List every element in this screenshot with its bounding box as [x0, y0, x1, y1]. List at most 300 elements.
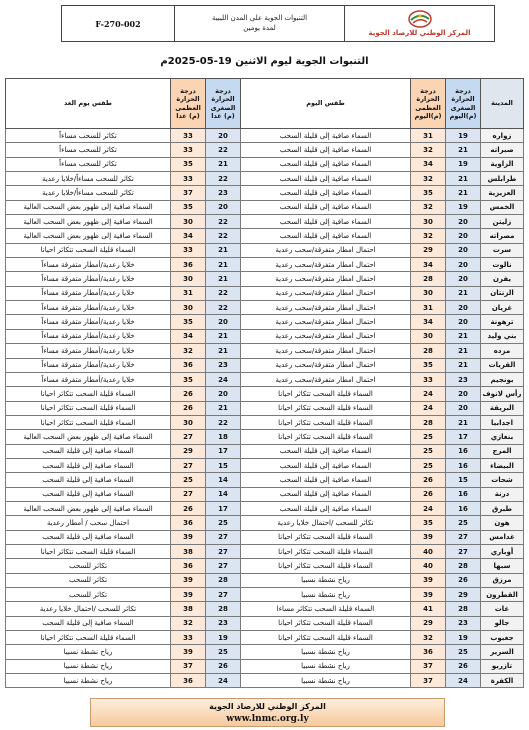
- weather-today-cell: رياح نشطة نسبيا: [241, 645, 411, 659]
- min-today-cell: 21: [446, 143, 481, 157]
- table-body: [6, 129, 524, 688]
- weather-tomorrow-cell: السماء صافية إلى ظهور بعض السحب العالية: [6, 215, 171, 229]
- table-row: [6, 387, 524, 401]
- min-today-cell: 21: [446, 172, 481, 186]
- doc-title-line2: لمدة يومين: [243, 23, 276, 32]
- max-tomorrow-cell: 26: [171, 387, 206, 401]
- max-today-cell: 31: [411, 129, 446, 143]
- weather-tomorrow-cell: السماء صافية إلى ظهور بعض السحب العالية: [6, 501, 171, 515]
- table-row: [6, 516, 524, 530]
- max-today-cell: 24: [411, 387, 446, 401]
- min-tomorrow-cell: 20: [206, 315, 241, 329]
- weather-today-cell: السماء صافية إلى قليلة السحب: [241, 157, 411, 171]
- max-today-cell: 39: [411, 588, 446, 602]
- max-today-cell: 35: [411, 358, 446, 372]
- min-today-cell: 29: [446, 588, 481, 602]
- weather-today-cell: احتمال امطار متفرقة/سحب رعدية: [241, 329, 411, 343]
- min-today-cell: 19: [446, 200, 481, 214]
- max-today-cell: 30: [411, 286, 446, 300]
- weather-today-cell: احتمال امطار متفرقة/سحب رعدية: [241, 358, 411, 372]
- min-today-cell: 20: [446, 258, 481, 272]
- max-today-cell: 30: [411, 329, 446, 343]
- header-city: المدينة: [481, 79, 524, 129]
- city-cell: مزده: [481, 344, 524, 358]
- city-cell: العزيزية: [481, 186, 524, 200]
- city-cell: اجدابيا: [481, 415, 524, 429]
- weather-today-cell: السماء صافية إلى قليلة السحب: [241, 186, 411, 200]
- weather-today-cell: تكاثر للسحب /احتمال خلايا رعدية: [241, 516, 411, 530]
- min-tomorrow-cell: 22: [206, 215, 241, 229]
- min-today-cell: 20: [446, 401, 481, 415]
- max-today-cell: 25: [411, 458, 446, 472]
- min-tomorrow-cell: 21: [206, 329, 241, 343]
- min-today-cell: 23: [446, 616, 481, 630]
- header-min-today: درجة الحرارة الصغرى (م)اليوم: [446, 79, 481, 129]
- city-cell: المرج: [481, 444, 524, 458]
- city-cell: جالو: [481, 616, 524, 630]
- min-tomorrow-cell: 27: [206, 559, 241, 573]
- header-title-cell: [174, 6, 344, 41]
- city-cell: السرير: [481, 645, 524, 659]
- weather-tomorrow-cell: السماء قليلة السحب تتكاثر احيانا: [6, 544, 171, 558]
- min-tomorrow-cell: 26: [206, 659, 241, 673]
- nmc-logo-icon: [407, 10, 433, 28]
- weather-tomorrow-cell: تكاثر للسحب: [6, 573, 171, 587]
- min-today-cell: 16: [446, 501, 481, 515]
- max-tomorrow-cell: 34: [171, 329, 206, 343]
- weather-tomorrow-cell: السماء صافية إلى قليلة السحب: [6, 458, 171, 472]
- footer-org-name: المركز الوطني للارصاد الجوية: [209, 701, 326, 711]
- city-cell: نالوت: [481, 258, 524, 272]
- min-tomorrow-cell: 22: [206, 143, 241, 157]
- max-today-cell: 35: [411, 516, 446, 530]
- table-row: [6, 430, 524, 444]
- weather-tomorrow-cell: رياح نشطة نسبيا: [6, 674, 171, 688]
- max-tomorrow-cell: 35: [171, 200, 206, 214]
- weather-today-cell: السماء صافية إلى قليلة السحب: [241, 444, 411, 458]
- city-cell: سرت: [481, 243, 524, 257]
- max-today-cell: 24: [411, 401, 446, 415]
- min-tomorrow-cell: 22: [206, 301, 241, 315]
- max-tomorrow-cell: 32: [171, 344, 206, 358]
- min-tomorrow-cell: 21: [206, 401, 241, 415]
- min-tomorrow-cell: 20: [206, 200, 241, 214]
- max-today-cell: 32: [411, 200, 446, 214]
- max-today-cell: 30: [411, 215, 446, 229]
- min-today-cell: 27: [446, 544, 481, 558]
- weather-tomorrow-cell: السماء صافية إلى قليلة السحب: [6, 616, 171, 630]
- max-today-cell: 40: [411, 559, 446, 573]
- table-row: [6, 272, 524, 286]
- min-today-cell: 20: [446, 215, 481, 229]
- max-tomorrow-cell: 33: [171, 143, 206, 157]
- weather-tomorrow-cell: السماء صافية إلى ظهور بعض السحب العالية: [6, 200, 171, 214]
- weather-today-cell: رياح نشطة نسبيا: [241, 674, 411, 688]
- header-org-cell: [344, 6, 494, 41]
- table-row: [6, 215, 524, 229]
- max-tomorrow-cell: 27: [171, 487, 206, 501]
- min-today-cell: 16: [446, 444, 481, 458]
- footer-url-link[interactable]: www.lnmc.org.ly: [226, 713, 309, 724]
- weather-tomorrow-cell: تكاثر للسحب مساءاً: [6, 143, 171, 157]
- max-tomorrow-cell: 30: [171, 215, 206, 229]
- max-tomorrow-cell: 39: [171, 588, 206, 602]
- city-cell: يفرن: [481, 272, 524, 286]
- city-cell: الزنتان: [481, 286, 524, 300]
- weather-tomorrow-cell: السماء قليلة السحب تتكاثر احيانا: [6, 631, 171, 645]
- max-tomorrow-cell: 38: [171, 544, 206, 558]
- weather-today-cell: السماء قليلة السحب تتكاثر احيانا: [241, 544, 411, 558]
- weather-today-cell: احتمال امطار متفرقة/سحب رعدية: [241, 258, 411, 272]
- document-header: [61, 5, 495, 42]
- min-today-cell: 20: [446, 387, 481, 401]
- doc-title-line1: التنبوات الجوية على المدن الليبية: [211, 14, 308, 23]
- min-tomorrow-cell: 28: [206, 573, 241, 587]
- min-tomorrow-cell: 17: [206, 501, 241, 515]
- max-today-cell: 28: [411, 272, 446, 286]
- city-cell: زواره: [481, 129, 524, 143]
- weather-tomorrow-cell: تكاثر للسحب مساءاً: [6, 157, 171, 171]
- max-tomorrow-cell: 30: [171, 301, 206, 315]
- header-weather-today: طقس اليوم: [241, 79, 411, 129]
- weather-tomorrow-cell: خلايا رعدية/أمطار متفرقة مساءاً: [6, 344, 171, 358]
- max-tomorrow-cell: 35: [171, 315, 206, 329]
- max-today-cell: 36: [411, 645, 446, 659]
- min-today-cell: 28: [446, 559, 481, 573]
- table-row: [6, 530, 524, 544]
- city-cell: تازربو: [481, 659, 524, 673]
- table-row: [6, 129, 524, 143]
- max-today-cell: 37: [411, 674, 446, 688]
- weather-today-cell: احتمال امطار متفرقة/سحب رعدية: [241, 301, 411, 315]
- max-today-cell: 28: [411, 415, 446, 429]
- table-row: [6, 458, 524, 472]
- weather-tomorrow-cell: تكاثر للسحب مساءاً/خلايا رعدية: [6, 186, 171, 200]
- table-row: [6, 358, 524, 372]
- weather-today-cell: السماء قليلة السحب تتكاثر احيانا: [241, 559, 411, 573]
- weather-tomorrow-cell: تكاثر للسحب: [6, 559, 171, 573]
- table-row: [6, 415, 524, 429]
- max-tomorrow-cell: 37: [171, 659, 206, 673]
- table-header-row: [6, 79, 524, 129]
- min-today-cell: 21: [446, 415, 481, 429]
- weather-today-cell: السماء صافية إلى قليلة السحب: [241, 487, 411, 501]
- min-tomorrow-cell: 19: [206, 631, 241, 645]
- max-today-cell: 39: [411, 530, 446, 544]
- city-cell: ترهونة: [481, 315, 524, 329]
- max-tomorrow-cell: 33: [171, 631, 206, 645]
- min-tomorrow-cell: 25: [206, 516, 241, 530]
- max-tomorrow-cell: 27: [171, 458, 206, 472]
- min-today-cell: 17: [446, 430, 481, 444]
- weather-today-cell: السماء صافية إلى قليلة السحب: [241, 229, 411, 243]
- max-today-cell: 24: [411, 501, 446, 515]
- weather-today-cell: احتمال امطار متفرقة/سحب رعدية: [241, 243, 411, 257]
- min-today-cell: 21: [446, 329, 481, 343]
- city-cell: غدامس: [481, 530, 524, 544]
- min-tomorrow-cell: 18: [206, 430, 241, 444]
- max-today-cell: 32: [411, 143, 446, 157]
- weather-today-cell: السماء قليلة السحب تتكاثر احيانا: [241, 530, 411, 544]
- weather-tomorrow-cell: رياح نشطة نسبيا: [6, 659, 171, 673]
- table-row: [6, 631, 524, 645]
- table-row: [6, 301, 524, 315]
- table-row: [6, 559, 524, 573]
- min-tomorrow-cell: 22: [206, 415, 241, 429]
- max-tomorrow-cell: 39: [171, 573, 206, 587]
- max-tomorrow-cell: 39: [171, 645, 206, 659]
- max-tomorrow-cell: 36: [171, 358, 206, 372]
- weather-tomorrow-cell: السماء قليلة السحب تتكاثر احيانا: [6, 243, 171, 257]
- table-row: [6, 286, 524, 300]
- max-tomorrow-cell: 31: [171, 286, 206, 300]
- city-cell: مرزق: [481, 573, 524, 587]
- table-row: [6, 444, 524, 458]
- max-today-cell: 26: [411, 473, 446, 487]
- page-title: التنبوات الجوية ليوم الاثنين 19-05-2025م: [160, 56, 369, 67]
- city-cell: طرابلس: [481, 172, 524, 186]
- table-row: [6, 200, 524, 214]
- min-today-cell: 25: [446, 516, 481, 530]
- header-weather-tomorrow: طقس يوم الغد: [6, 79, 171, 129]
- city-cell: القريات: [481, 358, 524, 372]
- weather-today-cell: احتمال امطار متفرقة/سحب رعدية: [241, 272, 411, 286]
- city-cell: جغبوب: [481, 631, 524, 645]
- weather-today-cell: السماء صافية إلى قليلة السحب: [241, 215, 411, 229]
- min-tomorrow-cell: 21: [206, 243, 241, 257]
- min-tomorrow-cell: 20: [206, 129, 241, 143]
- weather-tomorrow-cell: السماء صافية إلى قليلة السحب: [6, 444, 171, 458]
- weather-tomorrow-cell: السماء صافية إلى قليلة السحب: [6, 487, 171, 501]
- header-max-today: درجة الحرارة العظمى (م)اليوم: [411, 79, 446, 129]
- max-today-cell: 41: [411, 602, 446, 616]
- min-tomorrow-cell: 21: [206, 272, 241, 286]
- weather-today-cell: السماء قليلة السحب تتكاثر احيانا: [241, 631, 411, 645]
- min-tomorrow-cell: 24: [206, 674, 241, 688]
- max-tomorrow-cell: 36: [171, 516, 206, 530]
- max-today-cell: 32: [411, 229, 446, 243]
- min-today-cell: 16: [446, 458, 481, 472]
- max-tomorrow-cell: 36: [171, 559, 206, 573]
- city-cell: سبها: [481, 559, 524, 573]
- city-cell: بني وليد: [481, 329, 524, 343]
- max-today-cell: 34: [411, 258, 446, 272]
- max-tomorrow-cell: 39: [171, 530, 206, 544]
- max-tomorrow-cell: 26: [171, 501, 206, 515]
- city-cell: الكفرة: [481, 674, 524, 688]
- min-tomorrow-cell: 22: [206, 172, 241, 186]
- min-today-cell: 20: [446, 229, 481, 243]
- org-name: المركز الوطني للارصاد الجوية: [368, 29, 471, 37]
- min-today-cell: 20: [446, 301, 481, 315]
- min-tomorrow-cell: 21: [206, 258, 241, 272]
- min-today-cell: 16: [446, 487, 481, 501]
- weather-tomorrow-cell: السماء صافية إلى ظهور بعض السحب العالية: [6, 430, 171, 444]
- max-tomorrow-cell: 30: [171, 272, 206, 286]
- city-cell: زليتن: [481, 215, 524, 229]
- table-row: [6, 172, 524, 186]
- table-row: [6, 616, 524, 630]
- weather-today-cell: السماء صافية إلى قليلة السحب: [241, 458, 411, 472]
- weather-today-cell: رياح نشطة نسبيا: [241, 588, 411, 602]
- header-max-tomorrow: درجة الحرارة العظمى (م) غدا: [171, 79, 206, 129]
- min-tomorrow-cell: 22: [206, 286, 241, 300]
- min-tomorrow-cell: 27: [206, 544, 241, 558]
- max-tomorrow-cell: 32: [171, 616, 206, 630]
- max-tomorrow-cell: 33: [171, 243, 206, 257]
- table-row: [6, 186, 524, 200]
- max-tomorrow-cell: 36: [171, 674, 206, 688]
- city-cell: البريقة: [481, 401, 524, 415]
- max-today-cell: 29: [411, 243, 446, 257]
- max-today-cell: 28: [411, 344, 446, 358]
- min-today-cell: 20: [446, 315, 481, 329]
- min-tomorrow-cell: 23: [206, 186, 241, 200]
- table-row: [6, 243, 524, 257]
- weather-tomorrow-cell: السماء صافية إلى قليلة السحب: [6, 473, 171, 487]
- max-today-cell: 34: [411, 315, 446, 329]
- table-row: [6, 258, 524, 272]
- weather-today-cell: احتمال امطار متفرقة/سحب رعدية: [241, 344, 411, 358]
- min-today-cell: 19: [446, 129, 481, 143]
- weather-today-cell: احتمال امطار متفرقة/سحب رعدية: [241, 315, 411, 329]
- weather-today-cell: رياح نشطة نسبيا: [241, 573, 411, 587]
- city-cell: الزاوية: [481, 157, 524, 171]
- weather-tomorrow-cell: رياح نشطة نسبيا: [6, 645, 171, 659]
- min-today-cell: 27: [446, 530, 481, 544]
- min-tomorrow-cell: 20: [206, 387, 241, 401]
- weather-tomorrow-cell: خلايا رعدية/أمطار متفرقة مساءاً: [6, 272, 171, 286]
- max-tomorrow-cell: 35: [171, 157, 206, 171]
- min-tomorrow-cell: 27: [206, 588, 241, 602]
- table-row: [6, 674, 524, 688]
- min-tomorrow-cell: 21: [206, 157, 241, 171]
- weather-today-cell: السماء صافية إلى قليلة السحب: [241, 172, 411, 186]
- min-today-cell: 28: [446, 602, 481, 616]
- min-tomorrow-cell: 23: [206, 358, 241, 372]
- city-cell: غريان: [481, 301, 524, 315]
- city-cell: الخمس: [481, 200, 524, 214]
- city-cell: القطرون: [481, 588, 524, 602]
- weather-today-cell: احتمال امطار متفرقة/سحب رعدية: [241, 372, 411, 386]
- weather-tomorrow-cell: احتمال سحب / أمطار رعدية: [6, 516, 171, 530]
- weather-today-cell: السماء صافية إلى قليلة السحب: [241, 143, 411, 157]
- weather-tomorrow-cell: تكاثر للسحب مساءاً/خلايا رعدية: [6, 172, 171, 186]
- weather-today-cell: السماء صافية إلى قليلة السحب: [241, 473, 411, 487]
- city-cell: مصراته: [481, 229, 524, 243]
- max-today-cell: 31: [411, 301, 446, 315]
- table-row: [6, 645, 524, 659]
- city-cell: درنة: [481, 487, 524, 501]
- max-today-cell: 32: [411, 631, 446, 645]
- city-cell: بنغازي: [481, 430, 524, 444]
- max-today-cell: 39: [411, 573, 446, 587]
- min-tomorrow-cell: 14: [206, 487, 241, 501]
- table-row: [6, 143, 524, 157]
- weather-tomorrow-cell: تكاثر للسحب مساءاً: [6, 129, 171, 143]
- max-today-cell: 34: [411, 157, 446, 171]
- weather-tomorrow-cell: السماء قليلة السحب تتكاثر احيانا: [6, 401, 171, 415]
- weather-tomorrow-cell: السماء قليلة السحب تتكاثر احيانا: [6, 387, 171, 401]
- weather-tomorrow-cell: تكاثر للسحب /احتمال خلايا رعدية: [6, 602, 171, 616]
- forecast-table: [5, 78, 524, 688]
- weather-tomorrow-cell: خلايا رعدية/أمطار متفرقة مساءاً: [6, 329, 171, 343]
- footer: [90, 698, 445, 727]
- table-row: [6, 401, 524, 415]
- weather-tomorrow-cell: خلايا رعدية/أمطار متفرقة مساءاً: [6, 301, 171, 315]
- min-today-cell: 21: [446, 344, 481, 358]
- max-tomorrow-cell: 34: [171, 229, 206, 243]
- city-cell: أوباري: [481, 544, 524, 558]
- max-tomorrow-cell: 29: [171, 444, 206, 458]
- weather-tomorrow-cell: خلايا رعدية/أمطار متفرقة مساءاً: [6, 358, 171, 372]
- max-today-cell: 26: [411, 487, 446, 501]
- table-row: [6, 544, 524, 558]
- min-tomorrow-cell: 24: [206, 372, 241, 386]
- min-today-cell: 20: [446, 243, 481, 257]
- min-today-cell: 20: [446, 272, 481, 286]
- table-row: [6, 602, 524, 616]
- min-tomorrow-cell: 25: [206, 645, 241, 659]
- city-cell: هون: [481, 516, 524, 530]
- weather-today-cell: السماء صافية إلى قليلة السحب: [241, 129, 411, 143]
- weather-tomorrow-cell: خلايا رعدية/أمطار متفرقة مساءاً: [6, 286, 171, 300]
- min-today-cell: 21: [446, 358, 481, 372]
- max-tomorrow-cell: 27: [171, 430, 206, 444]
- weather-tomorrow-cell: خلايا رعدية/أمطار متفرقة مساءاً: [6, 315, 171, 329]
- weather-tomorrow-cell: خلايا رعدية/أمطار متفرقة مساءاً: [6, 258, 171, 272]
- max-tomorrow-cell: 25: [171, 473, 206, 487]
- max-today-cell: 29: [411, 616, 446, 630]
- doc-code: F-270-002: [95, 18, 141, 29]
- max-today-cell: 35: [411, 186, 446, 200]
- max-tomorrow-cell: 37: [171, 186, 206, 200]
- max-tomorrow-cell: 30: [171, 415, 206, 429]
- weather-today-cell: السماء صافية إلى قليلة السحب: [241, 501, 411, 515]
- max-today-cell: 40: [411, 544, 446, 558]
- table-row: [6, 344, 524, 358]
- min-tomorrow-cell: 17: [206, 444, 241, 458]
- city-cell: البيضاء: [481, 458, 524, 472]
- max-today-cell: 37: [411, 659, 446, 673]
- max-today-cell: 32: [411, 172, 446, 186]
- weather-today-cell: السماء قليلة السحب تتكاثر احيانا: [241, 401, 411, 415]
- max-tomorrow-cell: 26: [171, 401, 206, 415]
- min-today-cell: 21: [446, 186, 481, 200]
- table-row: [6, 473, 524, 487]
- max-tomorrow-cell: 33: [171, 172, 206, 186]
- city-cell: غات: [481, 602, 524, 616]
- weather-today-cell: السماء قليلة السحب تتكاثر احيانا: [241, 415, 411, 429]
- weather-tomorrow-cell: السماء صافية إلى ظهور بعض السحب العالية: [6, 229, 171, 243]
- min-today-cell: 24: [446, 674, 481, 688]
- city-cell: شحات: [481, 473, 524, 487]
- weather-tomorrow-cell: تكاثر للسحب: [6, 588, 171, 602]
- table-row: [6, 588, 524, 602]
- min-today-cell: 23: [446, 372, 481, 386]
- weather-tomorrow-cell: السماء قليلة السحب تتكاثر احيانا: [6, 415, 171, 429]
- min-tomorrow-cell: 14: [206, 473, 241, 487]
- weather-today-cell: السماء قليلة السحب تتكاثر احيانا: [241, 616, 411, 630]
- weather-today-cell: احتمال امطار متفرقة/سحب رعدية: [241, 286, 411, 300]
- min-tomorrow-cell: 23: [206, 616, 241, 630]
- min-tomorrow-cell: 28: [206, 602, 241, 616]
- city-cell: رأس لانوف: [481, 387, 524, 401]
- table-row: [6, 487, 524, 501]
- weather-today-cell: السماء قليلة السحب تتكاثر مساءا: [241, 602, 411, 616]
- table-row: [6, 329, 524, 343]
- table-row: [6, 229, 524, 243]
